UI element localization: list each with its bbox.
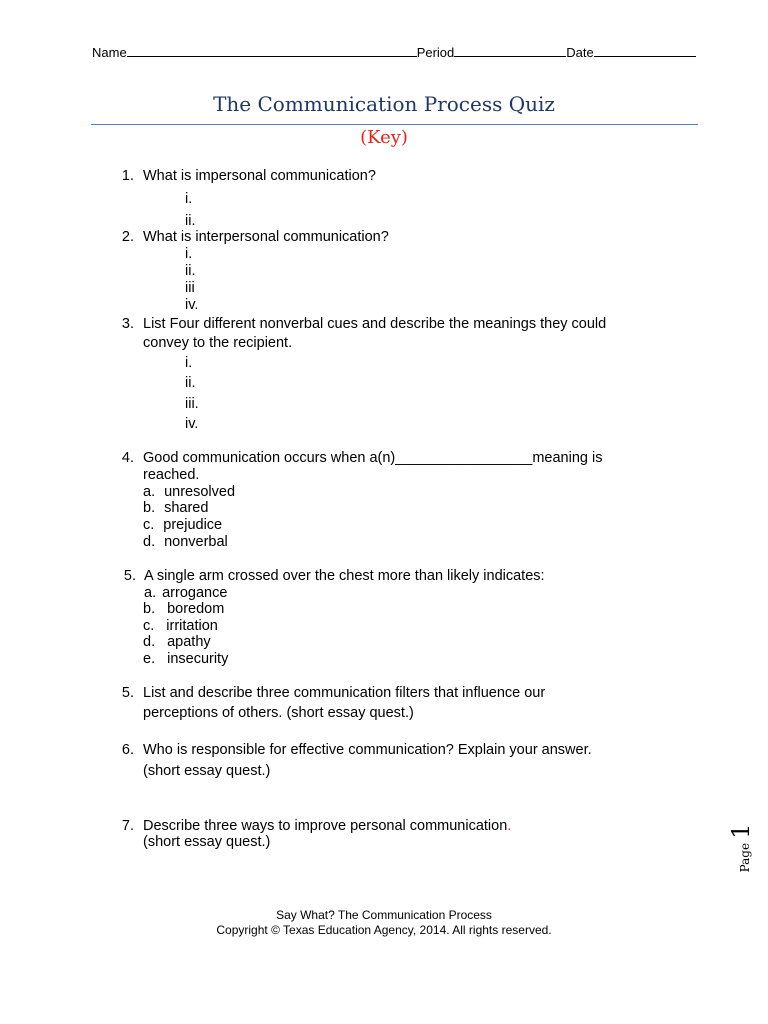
- footer-title: Say What? The Communication Process: [276, 908, 492, 922]
- option-letter: b.: [143, 601, 156, 617]
- question-5b-number: 5.: [121, 685, 134, 701]
- option-letter: d.: [143, 534, 156, 550]
- question-7-number: 7.: [121, 818, 134, 834]
- option-letter: a.: [144, 585, 157, 601]
- red-period: .: [507, 818, 512, 834]
- question-5b-text-line1: List and describe three communication filters that influence our: [143, 685, 546, 701]
- question-6-number: 6.: [121, 742, 134, 758]
- period-label: Period: [416, 45, 455, 60]
- option-text: irritation: [166, 618, 218, 634]
- page-number: [726, 822, 756, 874]
- question-5-number: 5.: [123, 568, 136, 584]
- question-3-item: iv.: [185, 416, 199, 432]
- option-letter: b.: [143, 500, 156, 516]
- question-2-item: iii: [185, 280, 195, 296]
- question-5-text: A single arm crossed over the chest more than likely indicates:: [144, 568, 545, 584]
- option-text: nonverbal: [164, 534, 228, 550]
- option-text: insecurity: [167, 651, 229, 667]
- question-7-text-line2: (short essay quest.): [143, 834, 271, 850]
- question-1-item: ii.: [185, 213, 196, 229]
- question-6-text-line2: (short essay quest.): [143, 763, 271, 779]
- option-letter: d.: [143, 634, 156, 650]
- question-6-text-line1: Who is responsible for effective communication? Explain your answer.: [143, 742, 592, 758]
- question-5-option: [143, 634, 211, 650]
- footer-copyright: Copyright © Texas Education Agency, 2014. All rights reserved.: [216, 923, 552, 937]
- page-number-value: 1: [727, 823, 755, 839]
- question-4-option: [143, 484, 235, 500]
- key-subtitle: (Key): [360, 127, 408, 148]
- option-text: arrogance: [162, 585, 228, 601]
- question-5-option: [144, 585, 227, 601]
- page-title: The Communication Process Quiz: [213, 92, 555, 116]
- question-5b-text-line2: perceptions of others. (short essay quest.): [143, 705, 414, 721]
- question-2-number: 2.: [121, 229, 134, 245]
- option-text: prejudice: [163, 517, 223, 533]
- question-4-option: [143, 534, 228, 550]
- question-7-text-line1: [143, 818, 511, 834]
- option-text: shared: [164, 500, 209, 516]
- question-2-item: iv.: [185, 297, 199, 313]
- question-1-text: What is impersonal communication?: [143, 168, 376, 184]
- page-label: Page: [738, 842, 752, 873]
- question-5-option: [143, 651, 228, 667]
- question-3-item: ii.: [185, 375, 196, 391]
- name-field[interactable]: [92, 44, 696, 60]
- title-divider: [91, 124, 698, 125]
- option-text: apathy: [167, 634, 211, 650]
- question-4-text-line1: Good communication occurs when a(n)_________________meaning is: [143, 450, 603, 466]
- date-blank[interactable]: [594, 44, 696, 57]
- question-2-item: i.: [185, 246, 193, 262]
- option-letter: e.: [143, 651, 156, 667]
- question-3-item: iii.: [185, 396, 199, 412]
- option-text: unresolved: [164, 484, 236, 500]
- option-letter: c.: [143, 618, 155, 634]
- period-blank[interactable]: [454, 44, 566, 57]
- option-letter: a.: [143, 484, 156, 500]
- name-label: Name: [92, 45, 127, 60]
- option-text: boredom: [167, 601, 225, 617]
- option-letter: c.: [143, 517, 155, 533]
- question-3-text-line1: List Four different nonverbal cues and describe the meanings they could: [143, 316, 607, 332]
- question-4-number: 4.: [121, 450, 134, 466]
- question-3-item: i.: [185, 355, 193, 371]
- question-4-text-line2: reached.: [143, 467, 200, 483]
- question-4-option: [143, 517, 222, 533]
- question-4-option: [143, 500, 208, 516]
- question-5-option: [143, 618, 218, 634]
- question-1-item: i.: [185, 191, 193, 207]
- question-1-number: 1.: [121, 168, 134, 184]
- question-2-item: ii.: [185, 263, 196, 279]
- date-label: Date: [566, 45, 594, 60]
- name-blank[interactable]: [127, 44, 417, 57]
- question-2-text: What is interpersonal communication?: [143, 229, 389, 245]
- question-3-number: 3.: [121, 316, 134, 332]
- question-7-text: Describe three ways to improve personal communication: [143, 818, 508, 834]
- question-3-text-line2: convey to the recipient.: [143, 335, 293, 351]
- question-5-option: [143, 601, 224, 617]
